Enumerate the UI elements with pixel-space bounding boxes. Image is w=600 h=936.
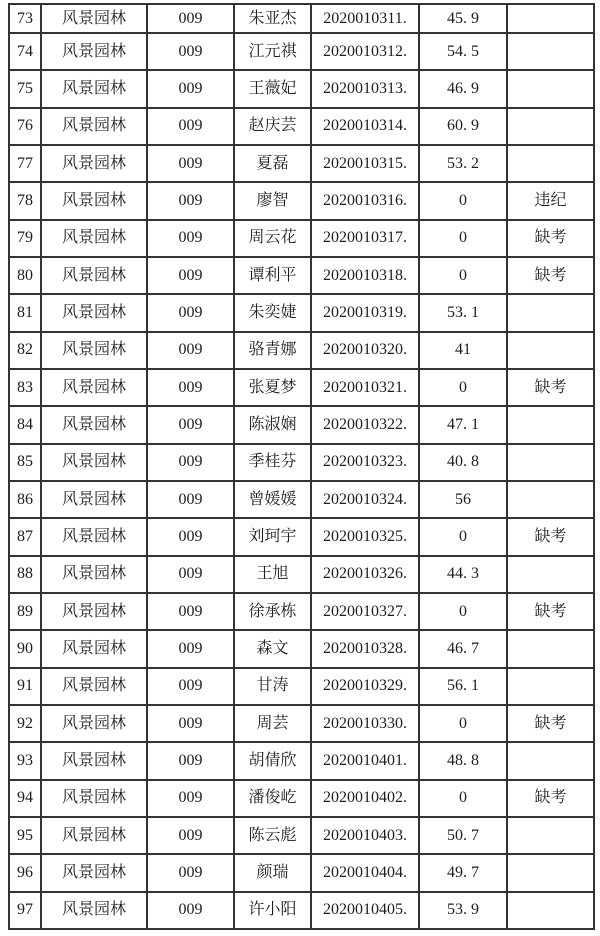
cell-major: 风景园林 bbox=[41, 630, 147, 667]
table-row bbox=[9, 406, 594, 443]
cell-row-number: 81 bbox=[9, 294, 41, 331]
cell-code: 009 bbox=[147, 892, 234, 929]
cell-candidate-name: 潘俊屹 bbox=[234, 780, 311, 817]
table-row bbox=[9, 220, 594, 257]
table-row bbox=[9, 108, 594, 145]
cell-score: 46. 7 bbox=[419, 630, 507, 667]
cell-score: 45. 9 bbox=[419, 4, 507, 33]
table-row bbox=[9, 294, 594, 331]
cell-candidate-name: 徐承栋 bbox=[234, 593, 311, 630]
cell-exam-id: 2020010312. bbox=[311, 33, 419, 70]
cell-candidate-name: 周云花 bbox=[234, 220, 311, 257]
cell-note: 缺考 bbox=[507, 705, 594, 742]
cell-major: 风景园林 bbox=[41, 556, 147, 593]
cell-code: 009 bbox=[147, 705, 234, 742]
cell-score: 47. 1 bbox=[419, 406, 507, 443]
cell-score: 54. 5 bbox=[419, 33, 507, 70]
cell-candidate-name: 江元祺 bbox=[234, 33, 311, 70]
cell-score: 46. 9 bbox=[419, 70, 507, 107]
cell-code: 009 bbox=[147, 332, 234, 369]
cell-code: 009 bbox=[147, 294, 234, 331]
cell-exam-id: 2020010325. bbox=[311, 518, 419, 555]
cell-note bbox=[507, 630, 594, 667]
cell-exam-id: 2020010322. bbox=[311, 406, 419, 443]
cell-code: 009 bbox=[147, 593, 234, 630]
cell-note bbox=[507, 108, 594, 145]
cell-score: 0 bbox=[419, 257, 507, 294]
cell-major: 风景园林 bbox=[41, 108, 147, 145]
cell-score: 53. 1 bbox=[419, 294, 507, 331]
cell-score: 0 bbox=[419, 182, 507, 219]
table-row bbox=[9, 33, 594, 70]
cell-note bbox=[507, 33, 594, 70]
cell-row-number: 90 bbox=[9, 630, 41, 667]
cell-major: 风景园林 bbox=[41, 70, 147, 107]
cell-score: 56 bbox=[419, 481, 507, 518]
cell-exam-id: 2020010327. bbox=[311, 593, 419, 630]
cell-major: 风景园林 bbox=[41, 145, 147, 182]
cell-exam-id: 2020010402. bbox=[311, 780, 419, 817]
cell-major: 风景园林 bbox=[41, 294, 147, 331]
table-row bbox=[9, 780, 594, 817]
table-row bbox=[9, 593, 594, 630]
cell-code: 009 bbox=[147, 108, 234, 145]
cell-row-number: 86 bbox=[9, 481, 41, 518]
cell-candidate-name: 陈淑娴 bbox=[234, 406, 311, 443]
results-table bbox=[8, 3, 595, 930]
table-row bbox=[9, 668, 594, 705]
cell-note bbox=[507, 294, 594, 331]
cell-candidate-name: 甘涛 bbox=[234, 668, 311, 705]
cell-exam-id: 2020010319. bbox=[311, 294, 419, 331]
cell-code: 009 bbox=[147, 257, 234, 294]
cell-code: 009 bbox=[147, 220, 234, 257]
cell-score: 56. 1 bbox=[419, 668, 507, 705]
cell-note bbox=[507, 444, 594, 481]
cell-row-number: 93 bbox=[9, 742, 41, 779]
cell-code: 009 bbox=[147, 518, 234, 555]
cell-exam-id: 2020010320. bbox=[311, 332, 419, 369]
cell-exam-id: 2020010404. bbox=[311, 854, 419, 891]
table-row bbox=[9, 332, 594, 369]
cell-major: 风景园林 bbox=[41, 780, 147, 817]
cell-note bbox=[507, 668, 594, 705]
cell-note: 缺考 bbox=[507, 220, 594, 257]
cell-score: 0 bbox=[419, 220, 507, 257]
table-row bbox=[9, 705, 594, 742]
cell-score: 44. 3 bbox=[419, 556, 507, 593]
cell-major: 风景园林 bbox=[41, 705, 147, 742]
cell-code: 009 bbox=[147, 742, 234, 779]
cell-candidate-name: 许小阳 bbox=[234, 892, 311, 929]
cell-major: 风景园林 bbox=[41, 817, 147, 854]
cell-row-number: 87 bbox=[9, 518, 41, 555]
cell-candidate-name: 王旭 bbox=[234, 556, 311, 593]
cell-note bbox=[507, 332, 594, 369]
table-row bbox=[9, 556, 594, 593]
cell-score: 0 bbox=[419, 705, 507, 742]
cell-exam-id: 2020010313. bbox=[311, 70, 419, 107]
cell-candidate-name: 周芸 bbox=[234, 705, 311, 742]
cell-note bbox=[507, 4, 594, 33]
cell-row-number: 89 bbox=[9, 593, 41, 630]
cell-row-number: 92 bbox=[9, 705, 41, 742]
cell-score: 50. 7 bbox=[419, 817, 507, 854]
table-row bbox=[9, 145, 594, 182]
cell-row-number: 85 bbox=[9, 444, 41, 481]
cell-major: 风景园林 bbox=[41, 854, 147, 891]
table-row bbox=[9, 817, 594, 854]
cell-major: 风景园林 bbox=[41, 892, 147, 929]
table-row bbox=[9, 257, 594, 294]
cell-exam-id: 2020010326. bbox=[311, 556, 419, 593]
cell-note: 违纪 bbox=[507, 182, 594, 219]
cell-score: 49. 7 bbox=[419, 854, 507, 891]
table-row bbox=[9, 854, 594, 891]
cell-row-number: 80 bbox=[9, 257, 41, 294]
cell-candidate-name: 曾媛媛 bbox=[234, 481, 311, 518]
cell-exam-id: 2020010315. bbox=[311, 145, 419, 182]
cell-major: 风景园林 bbox=[41, 332, 147, 369]
cell-code: 009 bbox=[147, 70, 234, 107]
cell-candidate-name: 胡倩欣 bbox=[234, 742, 311, 779]
cell-score: 0 bbox=[419, 780, 507, 817]
cell-score: 0 bbox=[419, 518, 507, 555]
cell-major: 风景园林 bbox=[41, 593, 147, 630]
cell-score: 60. 9 bbox=[419, 108, 507, 145]
cell-exam-id: 2020010321. bbox=[311, 369, 419, 406]
cell-row-number: 73 bbox=[9, 4, 41, 33]
cell-score: 53. 2 bbox=[419, 145, 507, 182]
cell-note bbox=[507, 406, 594, 443]
table-row bbox=[9, 4, 594, 33]
cell-exam-id: 2020010311. bbox=[311, 4, 419, 33]
cell-major: 风景园林 bbox=[41, 257, 147, 294]
cell-score: 53. 9 bbox=[419, 892, 507, 929]
cell-code: 009 bbox=[147, 4, 234, 33]
cell-note bbox=[507, 854, 594, 891]
cell-major: 风景园林 bbox=[41, 4, 147, 33]
cell-candidate-name: 朱奕婕 bbox=[234, 294, 311, 331]
cell-note bbox=[507, 556, 594, 593]
cell-score: 0 bbox=[419, 369, 507, 406]
cell-row-number: 78 bbox=[9, 182, 41, 219]
cell-major: 风景园林 bbox=[41, 33, 147, 70]
cell-exam-id: 2020010329. bbox=[311, 668, 419, 705]
cell-note bbox=[507, 145, 594, 182]
cell-major: 风景园林 bbox=[41, 481, 147, 518]
cell-row-number: 77 bbox=[9, 145, 41, 182]
cell-major: 风景园林 bbox=[41, 369, 147, 406]
table-row bbox=[9, 742, 594, 779]
cell-exam-id: 2020010318. bbox=[311, 257, 419, 294]
cell-candidate-name: 廖智 bbox=[234, 182, 311, 219]
cell-row-number: 74 bbox=[9, 33, 41, 70]
cell-code: 009 bbox=[147, 817, 234, 854]
cell-major: 风景园林 bbox=[41, 444, 147, 481]
cell-row-number: 88 bbox=[9, 556, 41, 593]
cell-exam-id: 2020010323. bbox=[311, 444, 419, 481]
table-row bbox=[9, 182, 594, 219]
cell-candidate-name: 王薇妃 bbox=[234, 70, 311, 107]
cell-candidate-name: 赵庆芸 bbox=[234, 108, 311, 145]
cell-exam-id: 2020010405. bbox=[311, 892, 419, 929]
cell-note bbox=[507, 70, 594, 107]
cell-code: 009 bbox=[147, 668, 234, 705]
cell-code: 009 bbox=[147, 145, 234, 182]
cell-code: 009 bbox=[147, 369, 234, 406]
cell-major: 风景园林 bbox=[41, 742, 147, 779]
cell-code: 009 bbox=[147, 33, 234, 70]
table-row bbox=[9, 481, 594, 518]
cell-major: 风景园林 bbox=[41, 220, 147, 257]
cell-candidate-name: 夏磊 bbox=[234, 145, 311, 182]
cell-row-number: 91 bbox=[9, 668, 41, 705]
cell-score: 41 bbox=[419, 332, 507, 369]
cell-exam-id: 2020010330. bbox=[311, 705, 419, 742]
cell-row-number: 97 bbox=[9, 892, 41, 929]
cell-row-number: 96 bbox=[9, 854, 41, 891]
cell-exam-id: 2020010403. bbox=[311, 817, 419, 854]
cell-candidate-name: 陈云彪 bbox=[234, 817, 311, 854]
cell-note bbox=[507, 817, 594, 854]
cell-note bbox=[507, 742, 594, 779]
cell-exam-id: 2020010317. bbox=[311, 220, 419, 257]
cell-row-number: 75 bbox=[9, 70, 41, 107]
table-row bbox=[9, 369, 594, 406]
cell-score: 48. 8 bbox=[419, 742, 507, 779]
cell-code: 009 bbox=[147, 630, 234, 667]
cell-score: 0 bbox=[419, 593, 507, 630]
cell-candidate-name: 颜瑞 bbox=[234, 854, 311, 891]
cell-exam-id: 2020010328. bbox=[311, 630, 419, 667]
cell-note: 缺考 bbox=[507, 257, 594, 294]
cell-candidate-name: 朱亚杰 bbox=[234, 4, 311, 33]
cell-row-number: 83 bbox=[9, 369, 41, 406]
cell-candidate-name: 季桂芬 bbox=[234, 444, 311, 481]
cell-score: 40. 8 bbox=[419, 444, 507, 481]
cell-code: 009 bbox=[147, 406, 234, 443]
table-row bbox=[9, 70, 594, 107]
table-row bbox=[9, 892, 594, 929]
cell-major: 风景园林 bbox=[41, 518, 147, 555]
cell-row-number: 79 bbox=[9, 220, 41, 257]
cell-note: 缺考 bbox=[507, 369, 594, 406]
cell-exam-id: 2020010314. bbox=[311, 108, 419, 145]
cell-major: 风景园林 bbox=[41, 668, 147, 705]
cell-row-number: 84 bbox=[9, 406, 41, 443]
cell-candidate-name: 张夏梦 bbox=[234, 369, 311, 406]
cell-candidate-name: 谭利平 bbox=[234, 257, 311, 294]
table-row bbox=[9, 518, 594, 555]
cell-note: 缺考 bbox=[507, 780, 594, 817]
cell-row-number: 94 bbox=[9, 780, 41, 817]
cell-code: 009 bbox=[147, 854, 234, 891]
cell-code: 009 bbox=[147, 556, 234, 593]
cell-note bbox=[507, 481, 594, 518]
cell-code: 009 bbox=[147, 182, 234, 219]
cell-exam-id: 2020010401. bbox=[311, 742, 419, 779]
cell-note bbox=[507, 892, 594, 929]
table-row bbox=[9, 444, 594, 481]
cell-code: 009 bbox=[147, 444, 234, 481]
cell-exam-id: 2020010316. bbox=[311, 182, 419, 219]
cell-note: 缺考 bbox=[507, 518, 594, 555]
cell-code: 009 bbox=[147, 780, 234, 817]
cell-row-number: 76 bbox=[9, 108, 41, 145]
cell-code: 009 bbox=[147, 481, 234, 518]
cell-row-number: 82 bbox=[9, 332, 41, 369]
cell-row-number: 95 bbox=[9, 817, 41, 854]
cell-note: 缺考 bbox=[507, 593, 594, 630]
cell-major: 风景园林 bbox=[41, 406, 147, 443]
cell-candidate-name: 森文 bbox=[234, 630, 311, 667]
cell-major: 风景园林 bbox=[41, 182, 147, 219]
cell-candidate-name: 骆青娜 bbox=[234, 332, 311, 369]
cell-exam-id: 2020010324. bbox=[311, 481, 419, 518]
table-row bbox=[9, 630, 594, 667]
cell-candidate-name: 刘珂宇 bbox=[234, 518, 311, 555]
